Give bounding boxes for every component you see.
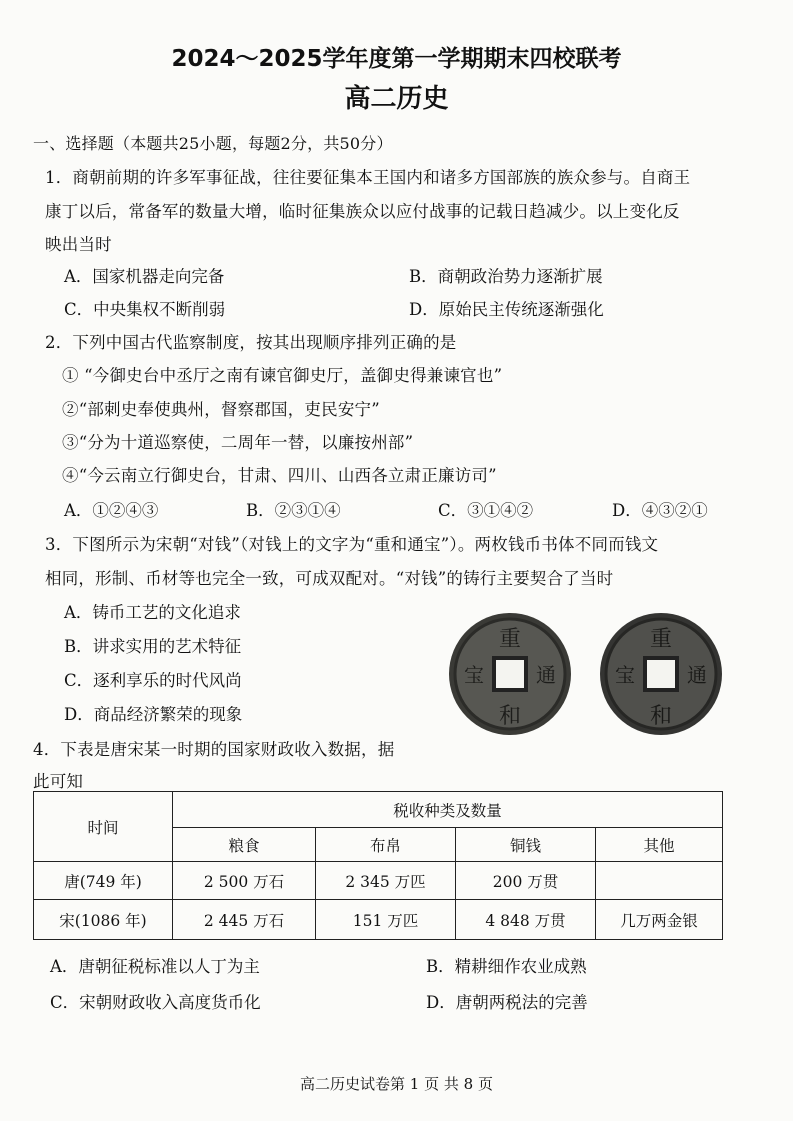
- table-header-coin: 铜钱: [456, 828, 596, 862]
- coin-left-char-bottom: 和: [498, 704, 522, 729]
- q3-option-b[interactable]: B．讲求实用的艺术特征: [64, 637, 242, 656]
- exam-subject: 高二历史: [344, 84, 449, 114]
- q1-line-3: 映出当时: [45, 235, 112, 254]
- table-cell: [596, 862, 723, 900]
- q2-option-b[interactable]: B．②③①④: [246, 501, 341, 520]
- coin-right-char-top: 重: [649, 627, 673, 652]
- q2-option-a[interactable]: A．①②④③: [64, 501, 159, 520]
- q1-line-2: 康丁以后，常备军的数量大增，临时征集族众以应付战事的记载日趋减少。以上变化反: [45, 202, 680, 221]
- table-cell: 2 345 万匹: [316, 862, 456, 900]
- q1-option-a[interactable]: A．国家机器走向完备: [64, 267, 225, 286]
- table-cell: 2 500 万石: [173, 862, 316, 900]
- q3-line-2: 相同，形制、币材等也完全一致，可成双配对。“对钱”的铸行主要契合了当时: [45, 569, 614, 588]
- q1-option-c[interactable]: C．中央集权不断削弱: [64, 300, 226, 319]
- q1-option-b[interactable]: B．商朝政治势力逐渐扩展: [409, 267, 603, 286]
- coin-right-char-right: 通: [687, 663, 707, 687]
- table-cell: 2 445 万石: [173, 900, 316, 940]
- table-header-grain: 粮食: [173, 828, 316, 862]
- section-heading: 一、选择题（本题共25小题，每题2分，共50分）: [33, 134, 393, 153]
- table-group-header: 税收种类及数量: [173, 792, 723, 828]
- q2-item-4: ④“今云南立行御史台，甘肃、四川、山西各立肃正廉访司”: [62, 466, 497, 485]
- table-cell-time: 宋(1086 年): [34, 900, 173, 940]
- q3-option-a[interactable]: A．铸币工艺的文化追求: [64, 603, 241, 622]
- coin-left-char-right: 通: [536, 663, 556, 687]
- exam-title: 2024～2025学年度第一学期期末四校联考: [171, 46, 622, 72]
- q1-option-d[interactable]: D．原始民主传统逐渐强化: [409, 300, 604, 319]
- coin-right-char-left: 宝: [615, 663, 635, 687]
- q2-item-1: ① “今御史台中丞厅之南有谏官御史厅，盖御史得兼谏官也”: [62, 366, 503, 385]
- q4-option-a[interactable]: A．唐朝征税标准以人丁为主: [50, 957, 260, 976]
- table-cell: 200 万贯: [456, 862, 596, 900]
- page-footer: 高二历史试卷第 1 页 共 8 页: [300, 1075, 493, 1093]
- table-cell: 几万两金银: [596, 900, 723, 940]
- q2-option-d[interactable]: D．④③②①: [612, 501, 708, 520]
- q4-option-b[interactable]: B．精耕细作农业成熟: [426, 957, 587, 976]
- q2-item-3: ③“分为十道巡察使，二周年一替，以廉按州部”: [62, 433, 414, 452]
- q3-line-1: 3．下图所示为宋朝“对钱”（对钱上的文字为“重和通宝”）。两枚钱币书体不同而钱文: [45, 535, 659, 554]
- coin-left: [449, 613, 571, 735]
- table-header-cloth: 布帛: [316, 828, 456, 862]
- q4-line-1: 4．下表是唐宋某一时期的国家财政收入数据，据: [33, 740, 395, 759]
- q2-stem: 2．下列中国古代监察制度，按其出现顺序排列正确的是: [45, 333, 457, 352]
- q2-option-c[interactable]: C．③①④②: [438, 501, 534, 520]
- coin-left-char-left: 宝: [464, 663, 484, 687]
- table-cell: 4 848 万贯: [456, 900, 596, 940]
- q4-option-d[interactable]: D．唐朝两税法的完善: [426, 993, 588, 1012]
- coin-right: [600, 613, 722, 735]
- revenue-table: [33, 791, 723, 940]
- q4-option-c[interactable]: C．宋朝财政收入高度货币化: [50, 993, 261, 1012]
- table-header-time: 时间: [34, 792, 173, 862]
- table-cell: 151 万匹: [316, 900, 456, 940]
- table-row: [34, 862, 723, 900]
- q4-line-2: 此可知: [33, 772, 84, 791]
- q2-item-2: ②“部刺史奉使典州，督察郡国，吏民安宁”: [62, 400, 380, 419]
- table-row: [34, 900, 723, 940]
- q3-option-d[interactable]: D．商品经济繁荣的现象: [64, 705, 243, 724]
- coin-right-char-bottom: 和: [649, 704, 673, 729]
- q1-line-1: 1．商朝前期的许多军事征战，往往要征集本王国内和诸多方国部族的族众参与。自商王: [45, 168, 691, 187]
- table-cell-time: 唐(749 年): [34, 862, 173, 900]
- coin-left-char-top: 重: [498, 627, 522, 652]
- table-header-other: 其他: [596, 828, 723, 862]
- song-coins-image: [446, 610, 726, 738]
- q3-option-c[interactable]: C．逐利享乐的时代风尚: [64, 671, 242, 690]
